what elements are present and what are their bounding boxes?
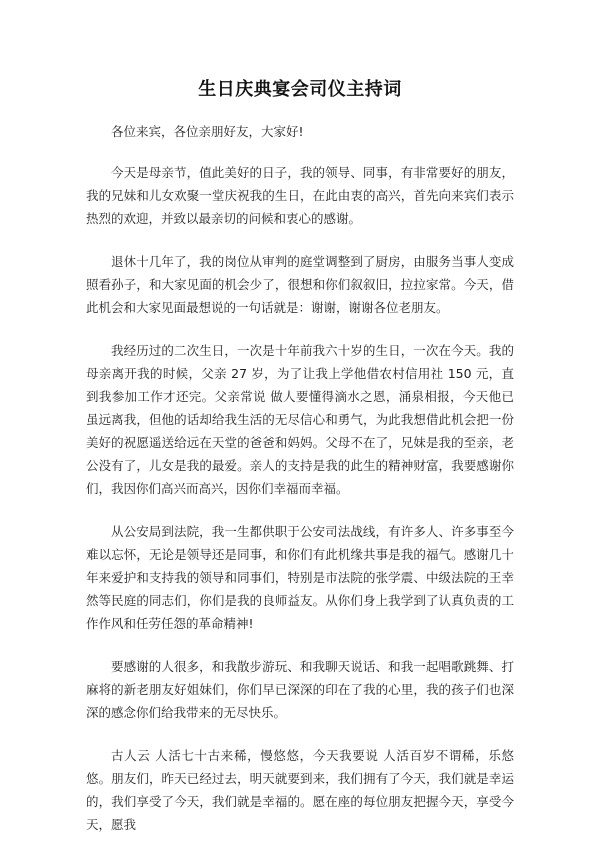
paragraph-career: 从公安局到法院，我一生都供职于公安司法战线，有许多人、许多事至今难以忘怀，无论是领导还是同事，和你们有此机缘共事是我的福气。感谢几十年来爱护和支持我的领导和同事们，特别是市法院的张学震、中级法院的王幸然等民庭的同志们，你们是我的良师益友。从你们身上我学到了认真负责的工作作风和任劳任怨的革命精神! bbox=[86, 524, 514, 631]
paragraph-friends: 要感谢的人很多，和我散步游玩、和我聊天说话、和我一起唱歌跳舞、打麻将的新老朋友好姐妹们，你们早已深深的印在了我的心里，我的孩子们也深深的感念你们给我带来的无尽快乐。 bbox=[86, 659, 514, 720]
paragraph-mothers-day: 今天是母亲节，值此美好的日子，我的领导、同事，有非常要好的朋友，我的兄妹和儿女欢聚一堂庆祝我的生日，在此由衷的高兴，首先向来宾们表示热烈的欢迎，并致以最亲切的问候和衷心的感谢。 bbox=[86, 165, 514, 226]
document-title: 生日庆典宴会司仪主持词 bbox=[198, 79, 402, 100]
paragraph-retirement: 退休十几年了，我的岗位从审判的庭堂调整到了厨房，由服务当事人变成照看孙子，和大家见面的机会少了，很想和你们叙叙旧，拉拉家常。今天，借此机会和大家见面最想说的一句话就是：谢谢，谢谢各位老朋友。 bbox=[86, 254, 514, 315]
paragraph-closing: 古人云 人活七十古来稀，慢悠悠，今天我要说 人活百岁不谓稀，乐悠悠。朋友们，昨天已经过去，明天就要到来，我们拥有了今天，我们就是幸运的，我们享受了今天，我们就是幸福的。愿在座的每位朋友把握今天，享受今天，愿我 bbox=[86, 748, 514, 832]
greeting-paragraph: 各位来宾，各位亲朋好友，大家好! bbox=[111, 124, 304, 139]
paragraph-family: 我经历过的二次生日，一次是十年前我六十岁的生日，一次在今天。我的母亲离开我的时候，父亲 27 岁，为了让我上学他借农村信用社 150 元，直到我参加工作才还完。父亲常说 做人要懂得滴水之恩，涌泉相报，今天他已虽远离我，但他的话却给我生活的无尽信心和勇气，为此我想借此机会把一份美好的祝愿遥送给远在天堂的爸爸和妈妈。父母不在了，兄妹是我的至亲，老公没有了，儿女是我的最爱。亲人的支持是我的此生的精神财富，我要感谢你们，我因你们高兴而高兴，因你们幸福而幸福。 bbox=[86, 343, 514, 496]
